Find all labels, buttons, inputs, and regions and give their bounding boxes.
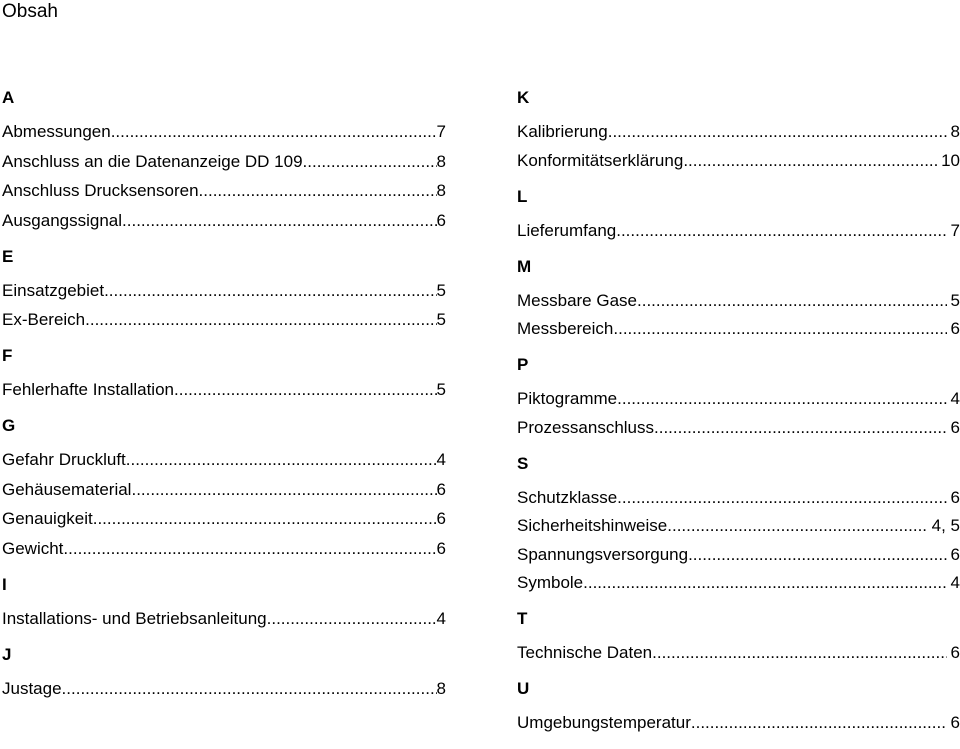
index-letter-a: A <box>2 88 15 107</box>
index-entry-page: 6 <box>950 417 960 437</box>
dot-leader <box>608 122 947 142</box>
dot-leader <box>85 310 436 330</box>
dot-leader <box>111 122 437 142</box>
index-entry[interactable] <box>517 488 960 508</box>
dot-leader <box>691 713 947 733</box>
index-entry[interactable] <box>2 181 446 201</box>
index-letter-i: I <box>2 574 7 594</box>
index-entry[interactable] <box>517 545 960 565</box>
index-entry[interactable] <box>517 291 960 311</box>
index-entry-page: 4 <box>950 389 960 408</box>
index-entry-term: Ex-Bereich <box>2 310 86 329</box>
dot-leader <box>688 545 946 565</box>
index-entry-term: Abmessungen <box>2 122 111 141</box>
index-entry-term: Anschluss an die Datenanzeige DD 109 <box>2 151 303 171</box>
index-entry-page: 4 <box>436 450 446 469</box>
index-entry-page: 6 <box>436 479 446 499</box>
index-entry-page: 6 <box>950 713 960 732</box>
index-entry-term: Fehlerhafte Installation <box>2 380 174 399</box>
index-entry-term: Prozessanschluss <box>517 417 655 437</box>
dot-leader <box>199 181 437 201</box>
dot-leader <box>62 679 437 699</box>
dot-leader <box>637 291 947 311</box>
index-entry-page: 8 <box>436 678 446 698</box>
index-entry-term: Sicherheitshinweise <box>517 516 668 535</box>
index-entry-page: 5 <box>950 290 960 310</box>
index-entry-term: Konformitätserklärung <box>517 150 684 170</box>
dot-leader <box>613 319 946 339</box>
index-entry-page: 6 <box>950 319 960 338</box>
index-entry-term: Piktogramme <box>517 389 618 408</box>
index-entry-page: 5 <box>436 280 446 300</box>
index-entry[interactable] <box>517 643 960 663</box>
index-entry-term: Gewicht <box>2 538 64 558</box>
index-entry-page: 4 <box>436 608 446 628</box>
dot-leader <box>174 380 437 400</box>
index-entry[interactable] <box>2 539 446 559</box>
index-letter-e: E <box>2 246 14 266</box>
index-entry[interactable] <box>2 679 446 699</box>
index-letter-t: T <box>517 609 528 628</box>
dot-leader <box>667 516 927 536</box>
index-entry-page: 5 <box>436 310 446 329</box>
index-entry-page: 8 <box>436 181 446 200</box>
index-entry[interactable] <box>517 573 960 593</box>
dot-leader <box>63 539 436 559</box>
index-entry-page: 10 <box>941 150 960 170</box>
index-entry-term: Genauigkeit <box>2 509 93 528</box>
index-entry-term: Justage <box>2 678 62 698</box>
index-entry-page: 6 <box>436 509 446 528</box>
index-entry-page: 6 <box>436 538 446 558</box>
dot-leader <box>303 152 437 172</box>
index-entry[interactable] <box>2 509 446 529</box>
index-entry-page: 5 <box>436 380 446 399</box>
index-entry[interactable] <box>2 281 446 301</box>
index-entry-term: Technische Daten <box>517 643 653 662</box>
dot-leader <box>583 573 946 593</box>
index-entry-term: Symbole <box>517 573 584 592</box>
dot-leader <box>267 609 437 629</box>
index-entry[interactable] <box>2 152 446 172</box>
dot-leader <box>93 509 437 529</box>
index-entry-term: Einsatzgebiet <box>2 280 105 300</box>
index-entry-page: 7 <box>436 122 446 141</box>
index-entry-page: 4 <box>950 573 960 592</box>
index-entry-page: 4, 5 <box>931 516 960 535</box>
index-entry[interactable] <box>2 380 446 400</box>
page-title: Obsah <box>2 1 58 22</box>
index-column-right <box>517 88 960 749</box>
index-entry[interactable] <box>517 516 960 536</box>
index-entry[interactable] <box>517 389 960 409</box>
index-letter-m: M <box>517 256 532 276</box>
index-entry-term: Kalibrierung <box>517 122 608 141</box>
index-entry[interactable] <box>517 418 960 438</box>
index-entry[interactable] <box>2 450 446 470</box>
index-entry-term: Messbereich <box>517 319 614 338</box>
index-entry-term: Schutzklasse <box>517 487 618 507</box>
index-entry-term: Ausgangssignal. <box>2 210 127 230</box>
index-entry[interactable] <box>2 310 446 330</box>
index-entry[interactable] <box>2 211 446 231</box>
dot-leader <box>131 480 436 500</box>
index-entry-page: 6 <box>950 487 960 507</box>
index-letter-p: P <box>517 355 529 374</box>
index-entry[interactable] <box>517 122 960 142</box>
dot-leader <box>127 211 437 231</box>
index-letter-g: G <box>2 416 16 435</box>
index-letter-j: J <box>2 644 12 664</box>
index-entry-term: Installations- und Betriebsanleitung <box>2 608 267 628</box>
index-letter-f: F <box>2 346 13 365</box>
index-entry[interactable] <box>517 151 960 171</box>
index-letter-k: K <box>517 88 530 107</box>
index-entry-term: Messbare Gase <box>517 290 637 310</box>
index-letter-s: S <box>517 453 529 473</box>
index-entry[interactable] <box>2 122 446 142</box>
index-entry-term: Anschluss Drucksensoren <box>2 181 199 200</box>
index-entry-page: 6 <box>436 210 446 230</box>
index-entry-term: Umgebungstemperatur <box>517 713 691 732</box>
index-entry-term: Spannungsversorgung <box>517 544 689 564</box>
dot-leader <box>683 151 937 171</box>
index-entry-page: 7 <box>950 220 960 240</box>
index-entry-page: 6 <box>950 544 960 564</box>
index-entry[interactable] <box>2 480 446 500</box>
index-entry[interactable] <box>2 609 446 629</box>
index-letter-u: U <box>517 679 530 698</box>
index-entry-term: Lieferumfang <box>517 220 617 240</box>
index-column-left <box>2 88 446 715</box>
index-entry-term: Gefahr Druckluft <box>2 450 126 469</box>
index-entry-term: Gehäusematerial <box>2 479 132 499</box>
index-entry-page: 8 <box>950 122 960 141</box>
index-entry-page: 8 <box>436 151 446 171</box>
dot-leader <box>104 281 436 301</box>
dot-leader <box>617 488 946 508</box>
index-entry[interactable] <box>517 221 960 241</box>
index-entry[interactable] <box>517 319 960 339</box>
dot-leader <box>654 418 947 438</box>
index-entry-page: 6 <box>950 643 960 662</box>
dot-leader <box>617 389 946 409</box>
dot-leader <box>616 221 946 241</box>
index-letter-l: L <box>517 186 528 206</box>
dot-leader <box>126 450 437 470</box>
dot-leader <box>652 643 946 663</box>
index-entry[interactable] <box>517 713 960 733</box>
